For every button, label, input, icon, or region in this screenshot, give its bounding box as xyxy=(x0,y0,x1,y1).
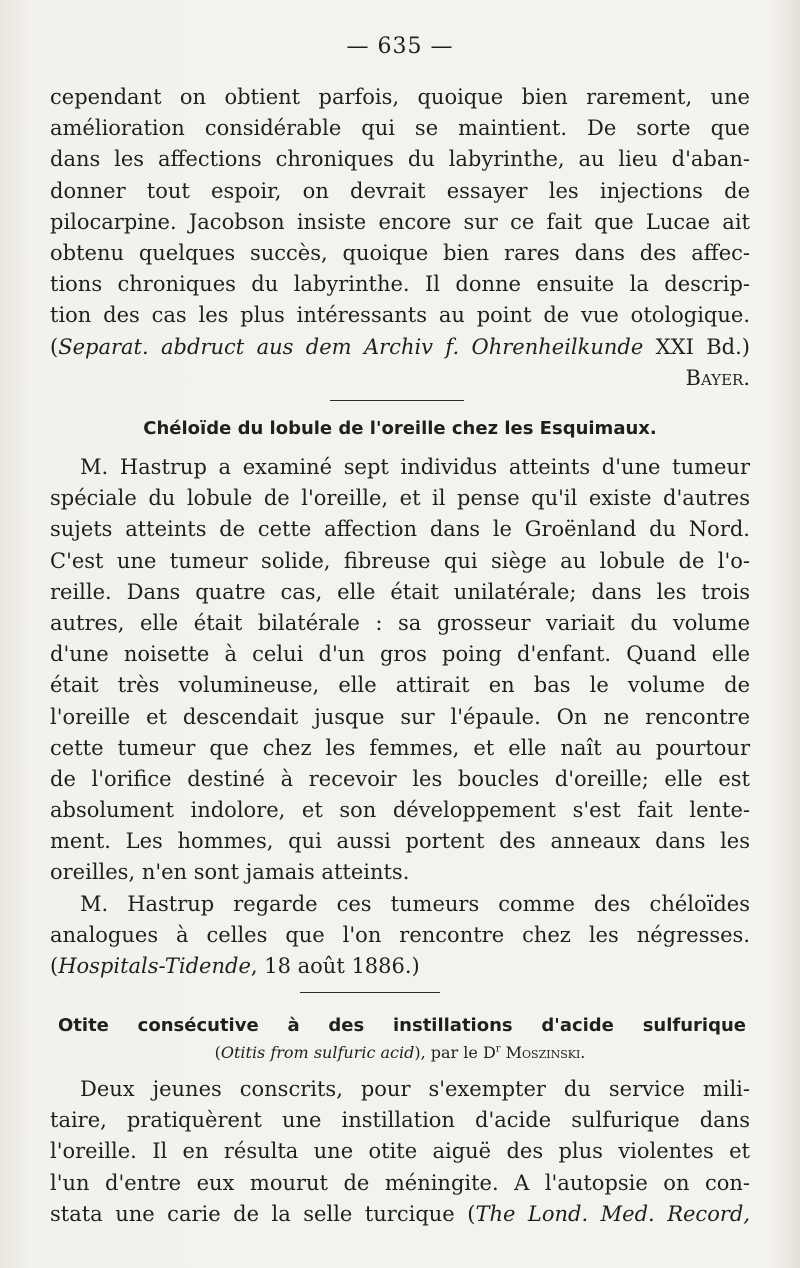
text-line: taire, pratiquèrent une instillation d'acide sulfurique dans xyxy=(50,1108,750,1133)
byline-mid: ), par le D xyxy=(414,1043,496,1062)
text-line: l'oreille et descendait jusque sur l'épaule. On ne rencontre xyxy=(50,704,750,729)
text-line: spéciale du lobule de l'oreille, et il pense qu'il existe d'autres xyxy=(50,486,750,511)
section-divider xyxy=(330,400,464,401)
citation-open: ( xyxy=(50,954,59,978)
text-line: dans les affections chroniques du labyrinthe, au lieu d'aban- xyxy=(50,147,750,172)
byline-author: Moszinski. xyxy=(505,1043,586,1062)
text-line: cependant on obtient parfois, quoique bien rarement, une xyxy=(50,85,750,109)
text-line: analogues à celles que l'on rencontre chez les négresses. xyxy=(50,922,750,947)
text-line: d'une noisette à celui d'un gros poing d'enfant. Quand elle xyxy=(50,642,750,667)
citation-source: The Lond. Med. Record, xyxy=(475,1201,750,1226)
citation-source: Hospitals-Tidende xyxy=(58,954,251,978)
section-body xyxy=(50,1074,750,1230)
author-signature: Bayer. xyxy=(685,365,750,390)
text-line: M. Hastrup regarde ces tumeurs comme des chéloïdes xyxy=(80,891,750,916)
text-line: pilocarpine. Jacobson insiste encore sur ce fait que Lucae ait xyxy=(50,209,750,234)
text-line: autres, elle était bilatérale : sa grosseur variait du volume xyxy=(50,610,750,635)
section-title: Otite consécutive à des instillations d'acide sulfurique xyxy=(58,1015,746,1036)
citation-open: ( xyxy=(50,334,59,359)
citation-line xyxy=(50,951,750,982)
page-number: — 635 — xyxy=(346,34,454,59)
text-line: Deux jeunes conscrits, pour s'exempter du service mili- xyxy=(80,1077,750,1101)
text-line: ment. Les hommes, qui aussi portent des anneaux dans les xyxy=(50,829,750,854)
text-line: donner tout espoir, on devrait essayer les injections de xyxy=(50,178,750,203)
text-line: absolument indolore, et son développement s'est fait lente- xyxy=(50,798,750,823)
article-byline xyxy=(0,1043,800,1062)
text-line: cette tumeur que chez les femmes, et elle naît au pourtour xyxy=(50,735,750,760)
citation-tail: XXI Bd.) xyxy=(643,334,750,359)
section-divider xyxy=(300,992,440,993)
text-line: reille. Dans quatre cas, elle était unilatérale; dans les trois xyxy=(50,579,750,604)
text-line: tion des cas les plus intéressants au point de vue otologique. xyxy=(50,303,750,328)
paragraph-continuation xyxy=(50,82,750,394)
text-line: l'un d'entre eux mourut de méningite. A l'autopsie on con- xyxy=(50,1170,750,1195)
citation-source: Separat. abdruct aus dem Archiv f. Ohrenheilkunde xyxy=(58,334,644,359)
text-line: l'oreille. Il en résulta une otite aiguë des plus violentes et xyxy=(50,1139,750,1164)
text-line: sujets atteints de cette affection dans le Groënland du Nord. xyxy=(50,517,750,542)
citation-line xyxy=(50,332,750,363)
text-line: M. Hastrup a examiné sept individus atteints d'une tumeur xyxy=(80,455,750,479)
byline-open: ( xyxy=(214,1043,221,1062)
text-line: de l'orifice destiné à recevoir les boucles d'oreille; elle est xyxy=(50,766,750,791)
text-segment: stata une carie de la selle turcique ( xyxy=(50,1201,476,1226)
citation-tail: , 18 août 1886.) xyxy=(250,954,420,978)
text-line: tions chroniques du labyrinthe. Il donne ensuite la descrip- xyxy=(50,272,750,297)
byline-source: Otitis from sulfuric acid xyxy=(220,1043,415,1062)
section-title: Chéloïde du lobule de l'oreille chez les Esquimaux. xyxy=(143,418,657,439)
text-line: C'est une tumeur solide, fibreuse qui siège au lobule de l'o- xyxy=(50,548,750,573)
text-line: était très volumineuse, elle attirait en bas le volume de xyxy=(50,673,750,698)
text-line: oreilles, n'en sont jamais atteints. xyxy=(50,860,410,885)
text-line: obtenu quelques succès, quoique bien rares dans des affec- xyxy=(50,240,750,265)
text-line xyxy=(50,1199,750,1230)
section-body xyxy=(50,452,750,982)
text-line: amélioration considérable qui se maintient. De sorte que xyxy=(50,116,750,141)
byline-sup: r xyxy=(495,1043,501,1055)
